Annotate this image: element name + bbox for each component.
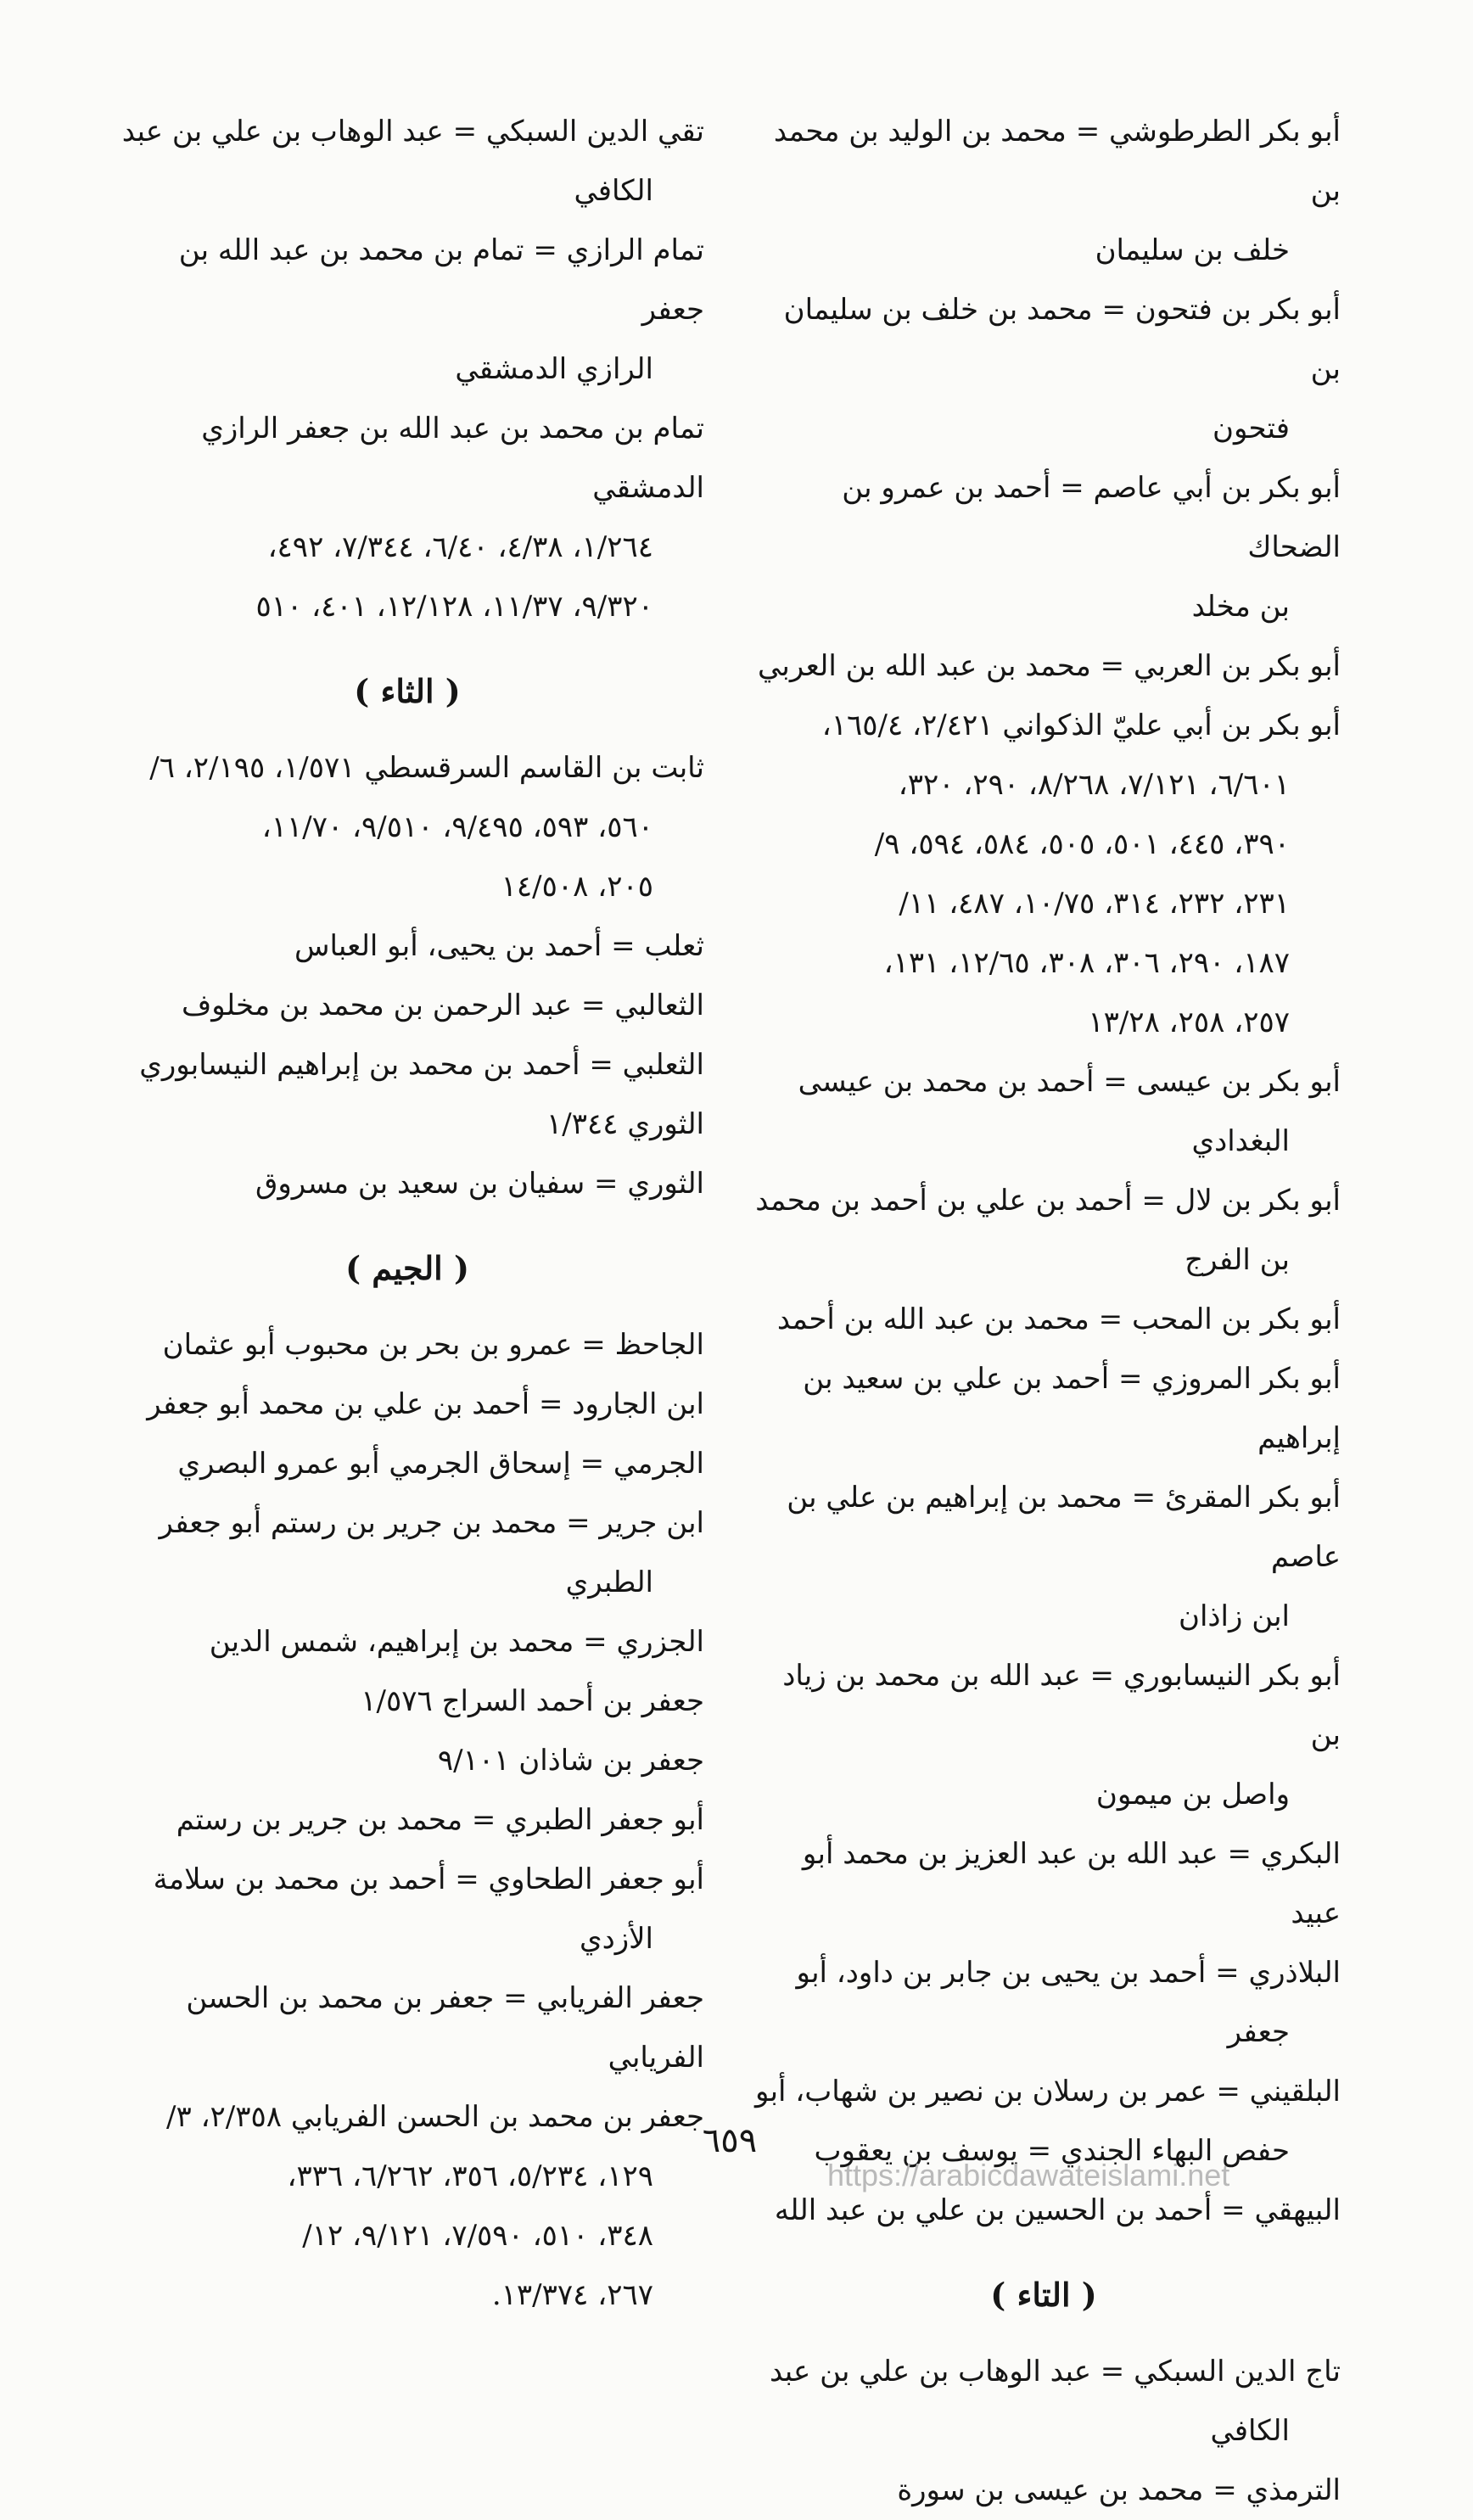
index-entry [747,1052,1341,1171]
entry-continuation: الأزدي [579,1922,653,1956]
page-number: ٦٥٩ [702,2121,758,2160]
entry-line: الجزري = محمد بن إبراهيم، شمس الدين [209,1625,704,1659]
entry-line: البلقيني = عمر بن رسلان بن نصير بن شهاب، أبو [755,2075,1341,2108]
entry-continuation: البغدادي [1191,1124,1290,1158]
entries-right-ta [747,2342,1341,2520]
entry-continuation: ابن زاذان [1178,1599,1290,1633]
index-entry [747,1171,1341,1290]
entry-continuation: خلف بن سليمان [1095,233,1290,267]
entry-line: أبو بكر بن عيسى = أحمد بن محمد بن عيسى [798,1065,1341,1099]
index-entry [747,2461,1341,2520]
index-entry [110,1315,704,1375]
index-entry [747,636,1341,696]
index-entry [747,102,1341,280]
index-entry [110,1375,704,1434]
entry-continuation: ١٢٩، ٥/٢٣٤، ٣٥٦، ٦/٢٦٢، ٣٣٦، [287,2159,653,2193]
index-entry [110,2087,704,2325]
index-entry [110,1790,704,1850]
entry-line: الثوري ١/٣٤٤ [546,1107,704,1141]
entry-line: أبو بكر بن أبي عليّ الذكواني ٢/٤٢١، ١٦٥/٤، [821,708,1341,742]
entry-line: الثعلبي = أحمد بن محمد بن إبراهيم النيسابوري [139,1048,704,1082]
index-column-left [110,102,704,2325]
index-entry [110,1434,704,1493]
index-entry [110,1612,704,1672]
entries-left-ta [110,102,704,636]
index-entry [110,1035,704,1095]
entry-continuation: ٢٠٥، ١٤/٥٠٨ [501,870,653,904]
index-entry [110,1493,704,1612]
index-entry [747,1943,1341,2062]
entry-line: أبو جعفر الطبري = محمد بن جرير بن رستم [176,1803,704,1837]
entry-line: تاج الدين السبكي = عبد الوهاب بن علي بن عبد [769,2355,1341,2388]
entry-continuation: الكافي [1210,2414,1290,2448]
entry-line: ثابت بن القاسم السرقسطي ١/٥٧١، ٢/١٩٥، ٦/ [149,751,704,785]
entry-line: ابن الجارود = أحمد بن علي بن محمد أبو جعفر [147,1387,704,1421]
entry-line: أبو بكر النيسابوري = عبد الله بن محمد بن زياد بن [782,1659,1341,1752]
entry-line: الجرمي = إسحاق الجرمي أبو عمرو البصري [177,1447,704,1481]
index-entry [110,916,704,976]
entry-line: أبو جعفر الطحاوي = أحمد بن محمد بن سلامة [153,1862,704,1896]
entry-line: ابن جرير = محمد بن جرير بن رستم أبو جعفر [159,1506,704,1540]
entry-line: الثوري = سفيان بن سعيد بن مسروق [255,1167,704,1201]
entry-continuation: الطبري [565,1565,653,1599]
entry-continuation: الرازي الدمشقي [455,352,653,386]
entry-line: أبو بكر المقرئ = محمد بن إبراهيم بن علي بن عاصم [787,1481,1341,1574]
watermark-url: https://arabicdawateislami.net [827,2158,1230,2192]
index-entry [110,1850,704,1968]
entry-continuation: ٩/٣٢٠، ١١/٣٧، ١٢/١٢٨، ٤٠١، ٥١٠ [255,590,653,624]
entry-continuation: جعفر [1227,2015,1290,2049]
entry-line: أبو بكر المروزي = أحمد بن علي بن سعيد بن إبراهيم [803,1362,1341,1455]
index-entry [110,1968,704,2087]
entry-line: تمام الرازي = تمام بن محمد بن عبد الله بن جعفر [178,233,704,327]
entry-line: تقي الدين السبكي = عبد الوهاب بن علي بن عبد [121,115,704,148]
entry-line: أبو بكر بن أبي عاصم = أحمد بن عمرو بن الضحاك [842,471,1341,564]
entry-line: البلاذري = أحمد بن يحيى بن جابر بن داود، أبو [796,1956,1341,1990]
index-entry [747,1290,1341,1349]
entry-continuation: بن الفرج [1185,1243,1290,1277]
entries-left-jim [110,1315,704,2325]
entry-continuation: ١٨٧، ٢٩٠، ٣٠٦، ٣٠٨، ١٢/٦٥، ١٣١، [883,946,1290,980]
entry-continuation: ٢٥٧، ٢٥٨، ١٣/٢٨ [1088,1005,1290,1039]
section-heading-ta: ( التاء ) [990,2276,1097,2314]
entry-continuation: ٣٤٨، ٥١٠، ٧/٥٩٠، ٩/١٢١، ١٢/ [302,2219,653,2253]
index-entry [110,1095,704,1154]
entry-line: البكري = عبد الله بن عبد العزيز بن محمد أبو عبيد [802,1837,1341,1930]
index-entry [747,458,1341,636]
index-entry [747,2342,1341,2461]
entry-line: الترمذي = محمد بن عيسى بن سورة [897,2473,1341,2507]
entry-continuation: ١/٢٦٤، ٤/٣٨، ٦/٤٠، ٧/٣٤٤، ٤٩٢، [267,530,653,564]
entry-line: أبو بكر بن فتحون = محمد بن خلف بن سليمان بن [783,293,1341,386]
index-entry [110,1672,704,1731]
section-heading-tha: ( الثاء ) [354,672,461,710]
index-entry [747,1646,1341,1824]
entry-line: الجاحظ = عمرو بن بحر بن محبوب أبو عثمان [162,1328,704,1362]
entry-line: جعفر بن أحمد السراج ١/٥٧٦ [361,1684,704,1718]
entries-left-tha [110,738,704,1213]
index-entry [747,1349,1341,1468]
index-entry [110,221,704,399]
entry-line: تمام بن محمد بن عبد الله بن جعفر الرازي الدمشقي [201,412,704,505]
entry-continuation: فتحون [1213,412,1290,445]
entry-continuation: ٣٩٠، ٤٤٥، ٥٠١، ٥٠٥، ٥٨٤، ٥٩٤، ٩/ [874,827,1290,861]
entry-line: جعفر الفريابي = جعفر بن محمد بن الحسن الفريابي [186,1981,704,2075]
index-entry [747,1824,1341,1943]
entry-continuation: بن مخلد [1191,590,1290,624]
index-entry [110,1731,704,1790]
entry-line: أبو بكر بن لال = أحمد بن علي بن أحمد بن محمد [755,1184,1341,1218]
entry-continuation: واصل بن ميمون [1095,1778,1290,1812]
entry-line: أبو بكر الطرطوشي = محمد بن الوليد بن محمد بن [773,115,1341,208]
entry-line: الثعالبي = عبد الرحمن بن محمد بن مخلوف [181,988,704,1022]
entry-continuation: حفص البهاء الجندي = يوسف بن يعقوب [814,2134,1290,2168]
entry-line: أبو بكر بن العربي = محمد بن عبد الله بن العربي [758,649,1341,683]
entry-line: البيهقي = أحمد بن الحسين بن علي بن عبد الله [774,2193,1341,2227]
index-entry [110,1154,704,1213]
entry-line: جعفر بن محمد بن الحسن الفريابي ٢/٣٥٨، ٣/ [166,2100,704,2134]
entry-continuation: ٦/٦٠١، ٧/١٢١، ٨/٢٦٨، ٢٩٠، ٣٢٠، [898,768,1290,802]
entries-right-ba [747,102,1341,2240]
index-entry [110,399,704,636]
index-entry [110,976,704,1035]
entry-continuation: ٢٣١، ٢٣٢، ٣١٤، ١٠/٧٥، ٤٨٧، ١١/ [899,887,1290,921]
index-entry [110,738,704,916]
entry-continuation: ٢٦٧، ١٣/٣٧٤. [491,2278,653,2312]
entry-line: أبو بكر بن المحب = محمد بن عبد الله بن أحمد [776,1302,1341,1336]
section-heading-jim: ( الجيم ) [345,1249,469,1287]
index-entry [110,102,704,221]
index-entry [747,1468,1341,1646]
entry-line: جعفر بن شاذان ٩/١٠١ [437,1744,704,1778]
index-entry [747,280,1341,458]
entry-line: ثعلب = أحمد بن يحيى، أبو العباس [294,929,704,963]
entry-continuation: الكافي [574,174,653,208]
entry-continuation: ٥٦٠، ٥٩٣، ٩/٤٩٥، ٩/٥١٠، ١١/٧٠، [261,810,653,844]
index-entry [747,696,1341,1052]
